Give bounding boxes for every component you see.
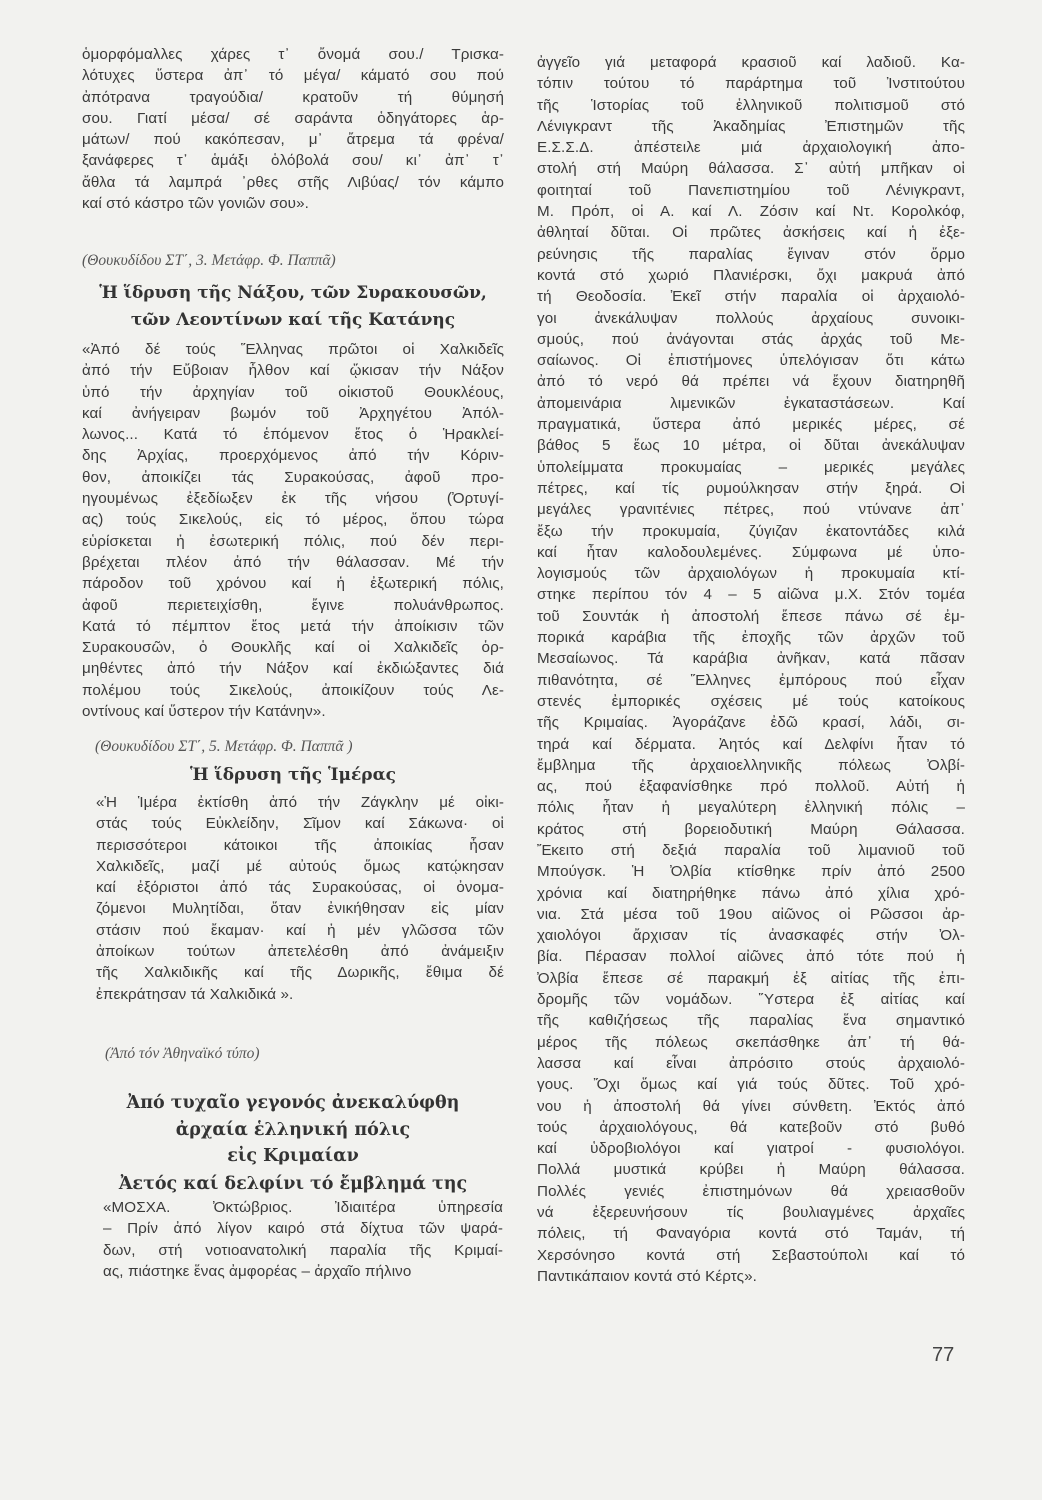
text-line: καί στό κάστρο τῶν γονιῶν σου». xyxy=(82,195,309,213)
text-line: τηρά καί δέρματα. Ἀητός καί Δελφίνι ἦταν τό xyxy=(537,735,965,753)
text-line: τῆς Κριμαίας. Ἀγοράζανε ἐδῶ κρασί, λάδι, σι- xyxy=(537,714,965,732)
right-paragraph xyxy=(537,52,965,1287)
text-line: τή Θεοδοσία. Ἐκεῖ στήν παραλία οἱ ἀρχαιολό- xyxy=(537,288,965,306)
text-line: στηκε περίπου τόν 4 – 5 αἰῶνα μ.Χ. Στόν τομέα xyxy=(537,586,965,604)
text-line: στάσιν πού ἔκαμαν· καί ἡ μέν γλῶσσα τῶν xyxy=(96,921,504,939)
text-line: ἀθληταί δῦται. Οἱ πρῶτες ἀσκήσεις καί ἡ ἐξε- xyxy=(537,224,965,242)
text-line: ὑπό τήν ἀρχηγίαν τοῦ οἰκιστοῦ Θουκλέους, xyxy=(82,383,504,401)
text-line: κράτος στή βορειοδυτική Μαύρη Θάλασσα. xyxy=(537,820,965,838)
text-line: στάς τούς Εὐκλείδην, Σῖμον καί Σάκωνα· οἱ xyxy=(96,815,504,833)
text-line: τῆς Ἱστορίας τοῦ ἑλληνικοῦ πολιτισμοῦ στό xyxy=(537,96,965,114)
text-line: τῆς Χαλκιδικῆς καί τῆς Δωρικῆς, ἔθιμα δέ xyxy=(96,964,504,982)
text-line: Συρακουσῶν, ὁ Θουκλῆς καί οἱ Χαλκιδεῖς ὁρ- xyxy=(82,639,504,657)
text-line: τοῦ Σουντάκ ἡ ἀποστολή ἔπεσε πάνω σέ ἐμ- xyxy=(537,607,965,625)
text-line: λασσα καί εἶναι ἀπρόσιτο στούς ἀρχαιολό- xyxy=(537,1054,965,1072)
text-line: πάροδον τοῦ χρόνου καί ἡ ἐξωτερική πόλις, xyxy=(82,575,504,593)
text-line: «ΜΟΣΧΑ. Ὀκτώβριος. Ἰδιαιτέρα ὑπηρεσία xyxy=(103,1199,503,1216)
text-line: ζόμενοι Μυλητίδαι, ὅταν ἐνικήθησαν εἰς μίαν xyxy=(96,900,504,918)
text-line: καί ἐξόριστοι ἀπό τάς Συρακούσας, οἱ ὀνομα- xyxy=(96,879,504,897)
headline-line: Ἀπό τυχαῖο γεγονός ἀνεκαλύφθη xyxy=(126,1093,460,1113)
text-line: πόλις ἦταν ἡ μεγαλύτερη ἑλληνική πόλις – xyxy=(537,799,965,817)
text-line: ἀπότρανα τραγούδια/ κρατοῦν τή θύμησή xyxy=(82,88,504,106)
text-line: πόλεις, τή Φαναγόρια κοντά στό Ταμάν, τή xyxy=(537,1225,965,1243)
text-line: πέτρες, καί τίς ρυμούλκησαν στήν ξηρά. Οἱ xyxy=(537,479,965,497)
text-line: δρομῆς τῶν νομάδων. Ὕστερα ἐξ αἰτίας καί xyxy=(537,991,965,1009)
left-paragraph-1 xyxy=(82,44,504,214)
text-line: σαίωνος. Οἱ ἐπιστήμονες ὑπελόγισαν ὅτι κάτω xyxy=(537,352,965,370)
text-line: Κατά τό πέμπτον ἔτος μετά τήν ἀποίκισιν τῶν xyxy=(82,617,504,635)
text-line: ὁμορφόμαλλες χάρες τ᾽ ὄνομά σου./ Τρισκα- xyxy=(82,46,504,63)
text-line: τούς ἀρχαιολόγους, θά κατεβοῦν στό βυθό xyxy=(537,1118,965,1136)
text-line: δης Ἀρχίας, προερχόμενος ἀπό τήν Κόριν- xyxy=(82,447,504,465)
text-line: εὑρίσκεται ἡ ἐσωτερική πόλις, πού δέν περι- xyxy=(82,532,504,550)
text-line: καί ἦταν καλοδουλεμένες. Σύμφωνα μέ ὑπο- xyxy=(537,543,965,561)
text-line: «Ἀπό δέ τούς Ἕλληνας πρῶτοι οἱ Χαλκιδεῖς xyxy=(82,341,504,358)
text-line: περισσότεροι κάτοικοι τῆς ἀποικίας ἦσαν xyxy=(96,836,504,854)
text-line: ἀποίκων τούτων ἀπετελέσθη ἀπό ἀνάμειξιν xyxy=(96,943,504,961)
text-line: λογισμούς τῶν ἀρχαιολόγων ἡ προκυμαία κτί- xyxy=(537,565,965,583)
text-line: ἀγγεῖο γιά μεταφορά κρασιοῦ καί λαδιοῦ. Κα- xyxy=(537,54,965,71)
text-line: ἐπεκράτησαν τά Χαλκιδικά ». xyxy=(96,985,294,1003)
text-line: μάτων/ πού κακόπεσαν, μ᾽ ἄτρεμα τά φρένα/ xyxy=(82,131,504,149)
text-line: μηθέντες ἀπό τήν Νάξον καί ἐκδιώξαντες διά xyxy=(82,660,504,678)
text-line: μέρος τῆς πόλεως σκεπάσθηκε ἀπ᾽ τή θά- xyxy=(537,1033,965,1051)
heading-line: Ἡ ἵδρυση τῆς Νάξου, τῶν Συρακουσῶν, xyxy=(99,283,487,303)
text-line: «Ἡ Ἱμέρα ἐκτίσθη ἀπό τήν Ζάγκλην μέ οἰκι- xyxy=(96,794,504,811)
text-line: θον, ἀποικίζει τάς Συρακούσας, ἀφοῦ προ- xyxy=(82,468,504,486)
text-line: Ἔκειτο στή δεξιά παραλία τοῦ λιμανιοῦ τοῦ xyxy=(537,841,965,859)
text-line: ρεύνησις τῆς παραλίας ἔγιναν στόν ὅρμο xyxy=(537,245,965,263)
headline-line: ἀρχαία ἑλληνική πόλις xyxy=(175,1119,411,1140)
text-line: γοι ἀνεκάλυψαν πολλούς ἀρχαίους συνοικι- xyxy=(537,309,965,327)
subheadline: Ἀετός καί δελφίνι τό ἔμβλημά της xyxy=(118,1173,468,1194)
text-line: Παντικάπαιον κοντά στό Κέρτς». xyxy=(537,1267,757,1285)
citation-athenian-press: (Ἀπό τόν Ἀθηναϊκό τύπο) xyxy=(105,1045,260,1062)
text-line: τόπιν τούτου τό παράρτημα τοῦ Ἰνστιτούτου xyxy=(537,75,965,93)
text-line: πολέμου τούς Σικελούς, ἀποικίζουν τούς Λε- xyxy=(82,681,504,699)
text-line: ἀπό τήν Εὔβοιαν ἦλθον καί ᾤκισαν τήν Νάξον xyxy=(82,362,504,380)
text-line: Μπούγσκ. Ἡ Ὀλβία κτίσθηκε πρίν ἀπό 2500 xyxy=(537,863,965,881)
text-line: μεγάλες γρανιτένιες πέτρες, πού ντύνανε ἀπ᾽ xyxy=(537,501,965,519)
text-line: ἔμβλημα τῆς ἀρχαιοελληνικῆς πόλεως Ὀλβί- xyxy=(537,756,965,774)
text-line: οντίνους καί ὕστερον τήν Κατάνην». xyxy=(82,703,326,721)
heading-line: τῶν Λεοντίνων καί τῆς Κατάνης xyxy=(130,310,456,330)
text-line: νά ἐξερευνήσουν τίς βουλιαγμένες ἀρχαῖες xyxy=(537,1204,965,1222)
text-line: λότυχες ὕστερα ἀπ᾽ τό μέγα/ κάματό σου πού xyxy=(82,67,504,85)
text-line: ας, πού ἐξαφανίσθηκε πρό πολλοῦ. Αὐτή ἡ xyxy=(537,778,965,796)
text-line: – Πρίν ἀπό λίγον καιρό στά δίχτυα τῶν ψαρά- xyxy=(103,1220,503,1238)
text-line: Ὀλβία ἔπεσε σέ παρακμή ἐξ αἰτίας τῆς ἐπι- xyxy=(537,969,965,987)
text-line: Χερσόνησο κοντά στή Σεβαστούπολι καί τό xyxy=(537,1246,965,1264)
text-line: κοντά στό χωριό Πλανιέρσκι, ὄχι μακρυά ἀπό xyxy=(537,266,965,284)
text-line: σου. Γιατί μέσα/ σέ σαράντα ὁδηγάτορες ἁρ- xyxy=(82,109,504,127)
text-line: χρόνια καί διατηρήθηκε πάνω ἀπό χίλια χρό- xyxy=(537,884,965,902)
citation-thucydides-5: (Θουκυδίδου ΣΤ΄, 5. Μετάφρ. Φ. Παππᾶ ) xyxy=(95,738,353,755)
text-line: καί ὑδροβιολόγοι καί γιατροί - φυσιολόγοι. xyxy=(537,1140,965,1158)
text-line: δων, στή νοτιοανατολική παραλία τῆς Κριμαί- xyxy=(103,1241,503,1259)
text-line: βρέχεται πλέον ἀπό τήν θάλασσαν. Μέ τήν xyxy=(82,553,504,571)
text-line: Μ. Πρόπ, οἱ Α. καί Λ. Ζόσιν καί Ντ. Κορολκόφ, xyxy=(537,203,965,221)
text-line: ἄθλα τά λαμπρά ᾽ρθες στῆς Λιβύας/ τόν κάμπο xyxy=(82,173,504,191)
text-line: ηγουμένως ἐξεδίωξεν ἐκ τῆς νήσου (Ὀρτυγί- xyxy=(82,490,504,508)
text-line: νου ἡ ἀποστολή θά γίνει σύνθετη. Ἐκτός ἀπό xyxy=(537,1097,965,1115)
text-line: Μεσαίωνος. Τά καράβια ἀνῆκαν, κατά πᾶσαν xyxy=(537,650,965,668)
heading-himera: Ἡ ἵδρυση τῆς Ἱμέρας xyxy=(189,765,397,785)
text-line: ἀπομεινάρια λιμενικῶν ἐγκαταστάσεων. Καί xyxy=(537,394,965,412)
text-line: πιθανότητα, σέ Ἕλληνες ἐμπόρους πού εἶχαν xyxy=(537,671,965,689)
text-line: ξανάφερες τ᾽ ἁμάξι ὁλόβολά σου/ κι᾽ ἀπ᾽ τ᾽ xyxy=(82,152,504,170)
headline-crimea xyxy=(82,1090,504,1197)
text-line: ὑπολείμματα προκυμαίας – μερικές μεγάλες xyxy=(537,458,965,476)
text-line: ἀπό τό νερό θά πρέπει νά ἔχουν διατηρηθῆ xyxy=(537,373,965,391)
text-line: Πολλές γενιές ἐπιστημόνων θά χρειασθοῦν xyxy=(537,1182,965,1200)
text-line: Πολλά μυστικά κρύβει ἡ Μαύρη θάλασσα. xyxy=(537,1161,965,1179)
page-number: 77 xyxy=(932,1344,955,1366)
text-line: ας) τούς Σικελούς, εἰς τό μέρος, ὅπου τώρα xyxy=(82,511,504,529)
text-line: βία. Πέρασαν πολλοί αἰῶνες ἀπό τότε πού ἡ xyxy=(537,948,965,966)
headline-line: εἰς Κριμαίαν xyxy=(227,1146,359,1166)
text-line: σμούς, πού ἀνάγονται στάς ἀρχάς τοῦ Με- xyxy=(537,330,965,348)
text-line: φοιτηταί τοῦ Πανεπιστημίου τοῦ Λένιγκραντ, xyxy=(537,181,965,199)
heading-naxos xyxy=(82,280,504,334)
left-paragraph-2 xyxy=(82,339,504,722)
text-line: βάθος 5 ἕως 10 μέτρα, οἱ δῦται ἀνεκάλυψαν xyxy=(537,437,965,455)
left-paragraph-4 xyxy=(103,1197,503,1282)
text-line: λωνος... Κατά τό ἑπόμενον ἔτος ὁ Ἡρακλεί- xyxy=(82,426,504,444)
left-paragraph-3 xyxy=(96,792,504,1005)
text-line: Ε.Σ.Σ.Δ. ἀπέστειλε μιά ἀρχαιολογική ἀπο- xyxy=(537,139,965,157)
text-line: νια. Στά μέσα τοῦ 19ου αἰῶνος οἱ Ρῶσσοι ἀρ- xyxy=(537,905,965,923)
text-line: πραγματικά, ὕστερα ἀπό μερικές μέρες, σέ xyxy=(537,416,965,434)
text-line: Λένιγκραντ τῆς Ἀκαδημίας Ἐπιστημῶν τῆς xyxy=(537,117,965,135)
text-line: ας, πιάστηκε ἕνας ἀμφορέας – ἀρχαῖο πήλινο xyxy=(103,1262,412,1280)
text-line: στενές ἐμπορικές σχέσεις μέ τούς κατοίκους xyxy=(537,692,965,710)
text-line: ἀφοῦ περιετειχίσθη, ἔγινε πολυάνθρωπος. xyxy=(82,596,504,614)
text-line: καί ἀνήγειραν βωμόν τοῦ Ἀρχηγέτου Ἀπόλ- xyxy=(82,404,504,422)
text-line: Χαλκιδεῖς, μαζί μέ αὐτούς ὅμως κατῴκησαν xyxy=(96,857,504,875)
text-line: τῆς καθιζήσεως τῆς παραλίας ἕνα σημαντικό xyxy=(537,1012,965,1030)
text-line: ἔξω τήν προκυμαία, ζύγιζαν ἑκατοντάδες κιλά xyxy=(537,522,965,540)
text-line: χαιολόγοι ἄρχισαν τίς ἀνασκαφές στήν Ὀλ- xyxy=(537,927,965,945)
citation-thucydides-3: (Θουκυδίδου ΣΤ΄, 3. Μετάφρ. Φ. Παππᾶ) xyxy=(82,252,336,269)
text-line: γους. Ὄχι ὅμως καί γιά τούς δῦτες. Τοῦ χρό- xyxy=(537,1076,965,1094)
text-line: στολή στή Μαύρη θάλασσα. Σ᾽ αὐτή μπῆκαν οἱ xyxy=(537,160,965,178)
text-line: πορικά καράβια τῆς ἐποχῆς τῶν ἀρχῶν τοῦ xyxy=(537,629,965,647)
